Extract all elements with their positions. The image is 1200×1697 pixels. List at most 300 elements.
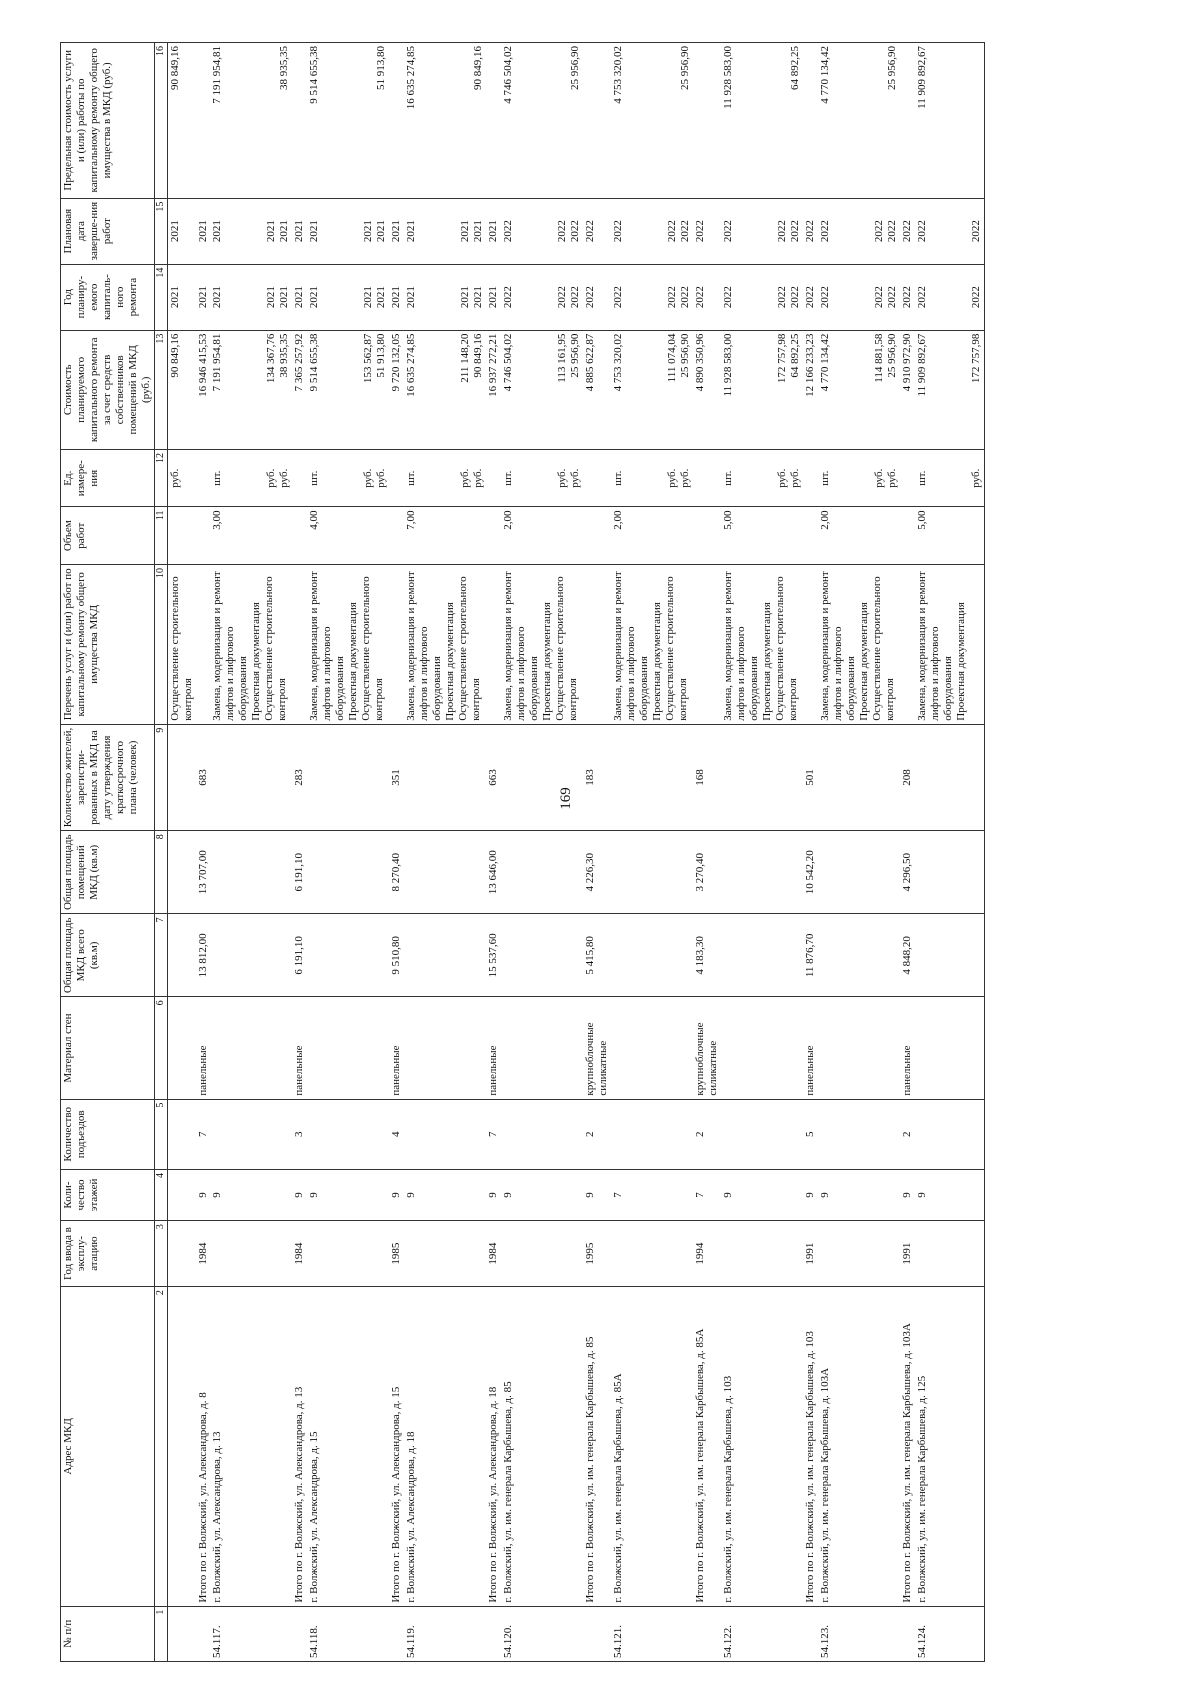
column-number: 16 xyxy=(154,43,167,199)
cell-entr xyxy=(307,1099,389,1169)
cell-entr: 7 xyxy=(196,1099,211,1169)
cell-line: 134 367,76 xyxy=(265,333,278,384)
cell-limit xyxy=(693,43,721,199)
cell-end xyxy=(210,198,292,264)
column-number: 9 xyxy=(154,724,167,831)
cell-cost xyxy=(501,330,583,449)
cell-line: 25 956,90 xyxy=(885,46,898,90)
cell-line: Проектная документация xyxy=(650,602,663,721)
cell-line: 2022 xyxy=(612,286,625,309)
cell-mat: крупноблочные силикатные xyxy=(693,997,721,1099)
cell-year xyxy=(210,1221,292,1287)
cell-no: 54.117. xyxy=(210,1606,292,1661)
column-header: Плановая дата заверше-ния работ xyxy=(61,198,155,264)
cell-line: Замена, модернизация и ремонт лифтов и лифтового оборудования xyxy=(502,571,541,721)
cell-addr: г. Волжский, ул. им. генерала Карбышева, д. 103А xyxy=(818,1287,900,1607)
cell-mat xyxy=(210,997,292,1099)
cell-area2 xyxy=(501,831,583,914)
cell-unit xyxy=(196,449,211,507)
column-number: 3 xyxy=(154,1221,167,1287)
cell-addr: Итого по г. Волжский, ул. Александрова, д. 8 xyxy=(196,1287,211,1607)
cell-line: 2021 xyxy=(168,220,181,243)
cell-mat xyxy=(915,997,984,1099)
cell-plan xyxy=(292,264,307,330)
cell-line: 2022 xyxy=(872,220,885,243)
cell-line: 2021 xyxy=(405,286,418,309)
cell-limit xyxy=(501,43,583,199)
table-body xyxy=(167,43,984,1662)
cell-no xyxy=(803,1606,818,1661)
cell-people: 683 xyxy=(196,724,211,831)
cell-limit xyxy=(486,43,501,199)
cell-area: 6 191,10 xyxy=(292,914,307,997)
cell-line: руб. xyxy=(775,468,788,488)
cell-limit xyxy=(818,43,900,199)
cell-work xyxy=(818,564,900,724)
column-number: 12 xyxy=(154,449,167,507)
cell-people xyxy=(721,724,803,831)
cell-unit xyxy=(292,449,307,507)
cell-line: 2022 xyxy=(584,220,597,243)
cell-unit xyxy=(915,449,984,507)
cell-entr xyxy=(404,1099,486,1169)
cell-cost xyxy=(611,330,693,449)
cell-cost xyxy=(915,330,984,449)
cell-end xyxy=(803,198,818,264)
table-row xyxy=(210,43,292,1662)
cell-line: 2021 xyxy=(487,286,500,309)
column-number: 2 xyxy=(154,1287,167,1607)
cell-line: 90 849,16 xyxy=(168,46,181,90)
cell-line: 7 191 954,81 xyxy=(211,46,224,104)
cell-no: 54.120. xyxy=(501,1606,583,1661)
cell-line: 25 956,90 xyxy=(679,46,692,90)
cell-no xyxy=(900,1606,915,1661)
cell-line: 2021 xyxy=(459,286,472,309)
cell-line: 2022 xyxy=(584,286,597,309)
cell-area2 xyxy=(167,831,195,914)
cell-line xyxy=(666,46,679,195)
cell-plan xyxy=(915,264,984,330)
cell-cost xyxy=(818,330,900,449)
cell-entr xyxy=(915,1099,984,1169)
cell-line xyxy=(362,46,375,195)
cell-line: 16 635 274,85 xyxy=(405,333,418,397)
cell-floors: 7 xyxy=(693,1169,721,1220)
cell-floors xyxy=(167,1169,195,1220)
cell-mat xyxy=(721,997,803,1099)
column-number: 8 xyxy=(154,831,167,914)
cell-floors: 9 xyxy=(803,1169,818,1220)
cell-line: 2021 xyxy=(375,286,388,309)
cell-line: Замена, модернизация и ремонт лифтов и лифтового оборудования xyxy=(211,571,250,721)
cell-line: 4 746 504,02 xyxy=(502,46,515,104)
cell-line: Осуществление строительного контроля xyxy=(773,576,799,721)
cell-line: 2021 xyxy=(390,286,403,309)
column-header: Перечень услуг и (или) работ по капитальному ремонту общего имущества МКД xyxy=(61,564,155,724)
table-row xyxy=(693,43,721,1662)
cell-plan xyxy=(404,264,486,330)
cell-line: 113 161,95 xyxy=(556,333,569,383)
cell-line: 4 885 622,87 xyxy=(584,333,597,392)
cell-line: 2022 xyxy=(502,220,515,243)
cell-line: 2022 xyxy=(900,286,913,309)
cell-line: руб. xyxy=(459,468,472,488)
cell-cost xyxy=(404,330,486,449)
cell-area xyxy=(818,914,900,997)
cell-people: 168 xyxy=(693,724,721,831)
column-number: 15 xyxy=(154,198,167,264)
cell-line: 2022 xyxy=(666,286,679,309)
cell-line: 2022 xyxy=(969,286,982,309)
table-row xyxy=(915,43,984,1662)
cell-area: 11 876,70 xyxy=(803,914,818,997)
cell-area2: 4 226,30 xyxy=(583,831,611,914)
cell-area2: 10 542,20 xyxy=(803,831,818,914)
cell-line: 2021 xyxy=(459,220,472,243)
column-header: Ед. измере-ния xyxy=(61,449,155,507)
cell-line: 25 956,90 xyxy=(569,333,582,378)
cell-vol: 2,00 xyxy=(501,507,583,565)
cell-line: 2022 xyxy=(679,286,692,309)
cell-line: Замена, модернизация и ремонт лифтов и лифтового оборудования xyxy=(721,571,760,721)
cell-people xyxy=(307,724,389,831)
cell-line: 2022 xyxy=(915,286,928,309)
cell-line: 2022 xyxy=(556,286,569,309)
cell-line: руб. xyxy=(168,468,181,488)
cell-plan xyxy=(210,264,292,330)
cell-line: 2022 xyxy=(666,220,679,243)
cell-mat xyxy=(404,997,486,1099)
cell-mat: панельные xyxy=(486,997,501,1099)
cell-cost xyxy=(167,330,195,449)
cell-vol: 7,00 xyxy=(404,507,486,565)
cell-addr: Итого по г. Волжский, ул. им. генерала Карбышева, д. 85 xyxy=(583,1287,611,1607)
column-number: 13 xyxy=(154,330,167,449)
cell-line: 2022 xyxy=(679,220,692,243)
cell-line: руб. xyxy=(265,468,278,488)
cell-plan xyxy=(818,264,900,330)
cell-floors: 9 xyxy=(501,1169,583,1220)
cell-area2 xyxy=(915,831,984,914)
cell-line: 2022 xyxy=(569,286,582,309)
cell-mat xyxy=(818,997,900,1099)
table-row xyxy=(583,43,611,1662)
table-header xyxy=(61,43,168,1662)
cell-vol xyxy=(167,507,195,565)
cell-line: Проектная документация xyxy=(954,602,967,721)
cell-vol: 2,00 xyxy=(818,507,900,565)
cell-people: 351 xyxy=(389,724,404,831)
cell-line: руб. xyxy=(666,468,679,488)
cell-plan xyxy=(721,264,803,330)
cell-area2: 13 646,00 xyxy=(486,831,501,914)
cell-line: 2022 xyxy=(721,220,734,243)
cell-line: Проектная документация xyxy=(347,602,360,721)
cell-line: Замена, модернизация и ремонт лифтов и лифтового оборудования xyxy=(612,571,651,721)
cell-area2 xyxy=(307,831,389,914)
cell-vol: 5,00 xyxy=(721,507,803,565)
cell-cost xyxy=(486,330,501,449)
cell-line: 2021 xyxy=(211,220,224,243)
cell-no: 54.124. xyxy=(915,1606,984,1661)
cell-line: 4 753 320,02 xyxy=(612,46,625,104)
cell-work xyxy=(292,564,307,724)
cell-area xyxy=(915,914,984,997)
cell-line: 2021 xyxy=(196,286,209,309)
cell-line: 16 635 274,85 xyxy=(405,46,418,110)
cell-vol xyxy=(389,507,404,565)
cell-floors: 9 xyxy=(404,1169,486,1220)
cell-mat xyxy=(611,997,693,1099)
table-row xyxy=(486,43,501,1662)
cell-limit xyxy=(210,43,292,199)
cell-people xyxy=(167,724,195,831)
cell-line: 172 757,98 xyxy=(775,333,788,384)
column-number: 14 xyxy=(154,264,167,330)
cell-people xyxy=(210,724,292,831)
cell-line: руб. xyxy=(569,468,582,488)
cell-vol xyxy=(803,507,818,565)
table-row xyxy=(611,43,693,1662)
cell-addr: Итого по г. Волжский, ул. им. генерала Карбышева, д. 85А xyxy=(693,1287,721,1607)
cell-line: 2021 xyxy=(308,220,321,243)
column-header: Коли-чество этажей xyxy=(61,1169,155,1220)
cell-line xyxy=(776,46,789,195)
cell-line: шт. xyxy=(308,470,321,486)
cell-plan xyxy=(307,264,389,330)
table-row xyxy=(721,43,803,1662)
cell-no: 54.123. xyxy=(818,1606,900,1661)
cell-line: 12 166 233,23 xyxy=(803,333,816,397)
column-number: 5 xyxy=(154,1099,167,1169)
cell-entr: 2 xyxy=(583,1099,611,1169)
cell-line: 2022 xyxy=(788,220,801,243)
cell-line: 2022 xyxy=(818,286,831,309)
cell-line: Осуществление строительного контроля xyxy=(263,576,289,721)
cell-line: руб. xyxy=(472,468,485,488)
cell-area2 xyxy=(210,831,292,914)
cell-line: 2022 xyxy=(969,220,982,243)
cell-line: 2021 xyxy=(265,286,278,309)
cell-no xyxy=(167,1606,195,1661)
cell-line: Проектная документация xyxy=(444,602,457,721)
cell-mat xyxy=(307,997,389,1099)
cell-year: 1991 xyxy=(803,1221,818,1287)
cell-line: руб. xyxy=(556,468,569,488)
cell-end xyxy=(583,198,611,264)
cell-addr: Итого по г. Волжский, ул. Александрова, д. 15 xyxy=(389,1287,404,1607)
cell-line: 2022 xyxy=(612,220,625,243)
cell-unit xyxy=(486,449,501,507)
cell-line: 2022 xyxy=(803,286,816,309)
table-row xyxy=(292,43,307,1662)
cell-addr: г. Волжский, ул. им. генерала Карбышева, д. 125 xyxy=(915,1287,984,1607)
cell-line: 90 849,16 xyxy=(472,46,485,90)
cell-unit xyxy=(900,449,915,507)
cell-line: Замена, модернизация и ремонт лифтов и лифтового оборудования xyxy=(818,571,857,721)
cell-line: руб. xyxy=(788,468,801,488)
cell-addr xyxy=(167,1287,195,1607)
cell-line: Осуществление строительного контроля xyxy=(360,576,386,721)
cell-end xyxy=(915,198,984,264)
table-row xyxy=(307,43,389,1662)
cell-people: 663 xyxy=(486,724,501,831)
cell-year xyxy=(721,1221,803,1287)
cell-end xyxy=(196,198,211,264)
cell-unit xyxy=(611,449,693,507)
column-header: Стоимость планируемого капитального ремонта за счет средств собственников помещений в МКД (руб.) xyxy=(61,330,155,449)
cell-cost xyxy=(307,330,389,449)
cell-work xyxy=(486,564,501,724)
cell-line: 38 935,35 xyxy=(278,46,291,90)
cell-entr xyxy=(167,1099,195,1169)
cell-entr xyxy=(611,1099,693,1169)
cell-line: 4 770 134,42 xyxy=(818,333,831,392)
column-header: Год планиру-емого капиталь-ного ремонта xyxy=(61,264,155,330)
cell-plan xyxy=(900,264,915,330)
cell-unit xyxy=(501,449,583,507)
cell-line: 51 913,80 xyxy=(375,333,388,378)
cell-line: 38 935,35 xyxy=(278,333,291,378)
cell-vol xyxy=(292,507,307,565)
cell-floors: 9 xyxy=(210,1169,292,1220)
cell-work xyxy=(915,564,984,724)
cell-line: шт. xyxy=(612,470,625,486)
cell-plan xyxy=(196,264,211,330)
cell-no: 54.121. xyxy=(611,1606,693,1661)
cell-entr: 2 xyxy=(693,1099,721,1169)
cell-line: 2022 xyxy=(775,220,788,243)
cell-line: 2022 xyxy=(915,220,928,243)
table-row xyxy=(389,43,404,1662)
column-number: 11 xyxy=(154,507,167,565)
cell-work xyxy=(900,564,915,724)
cell-end xyxy=(389,198,404,264)
cell-year xyxy=(501,1221,583,1287)
cell-mat: панельные xyxy=(900,997,915,1099)
cell-area2 xyxy=(611,831,693,914)
cell-line: 2021 xyxy=(293,220,306,243)
cell-year: 1985 xyxy=(389,1221,404,1287)
cell-area: 13 812,00 xyxy=(196,914,211,997)
cell-line xyxy=(459,46,472,195)
cell-line: 11 909 892,67 xyxy=(915,46,928,109)
cell-mat: панельные xyxy=(196,997,211,1099)
cell-no xyxy=(583,1606,611,1661)
cell-addr: г. Волжский, ул. им. генерала Карбышева, д. 85А xyxy=(611,1287,693,1607)
cell-line: руб. xyxy=(278,468,291,488)
cell-area: 15 537,60 xyxy=(486,914,501,997)
cell-line: 4 890 350,96 xyxy=(694,333,707,392)
cell-people xyxy=(501,724,583,831)
cell-entr xyxy=(210,1099,292,1169)
cell-entr xyxy=(818,1099,900,1169)
cell-plan xyxy=(693,264,721,330)
cell-line xyxy=(265,46,278,195)
cell-entr: 7 xyxy=(486,1099,501,1169)
cell-line: 7 191 954,81 xyxy=(211,333,224,392)
cell-line: 9 514 655,38 xyxy=(308,333,321,392)
cell-no xyxy=(486,1606,501,1661)
cell-area2 xyxy=(404,831,486,914)
cell-entr xyxy=(501,1099,583,1169)
cell-year: 1984 xyxy=(196,1221,211,1287)
cell-work xyxy=(167,564,195,724)
cell-addr: г. Волжский, ул. Александрова, д. 13 xyxy=(210,1287,292,1607)
cell-people xyxy=(818,724,900,831)
cell-limit xyxy=(900,43,915,199)
cell-floors: 9 xyxy=(196,1169,211,1220)
cell-vol xyxy=(583,507,611,565)
table-row xyxy=(818,43,900,1662)
cell-area2: 13 707,00 xyxy=(196,831,211,914)
cell-floors: 9 xyxy=(307,1169,389,1220)
cell-area2: 3 270,40 xyxy=(693,831,721,914)
column-number: 6 xyxy=(154,997,167,1099)
cell-floors: 9 xyxy=(486,1169,501,1220)
cell-line: Проектная документация xyxy=(857,602,870,721)
cell-unit xyxy=(803,449,818,507)
cell-line: 90 849,16 xyxy=(472,333,485,378)
column-number: 4 xyxy=(154,1169,167,1220)
cell-line: 2021 xyxy=(362,220,375,243)
cell-cost xyxy=(693,330,721,449)
cell-line: шт. xyxy=(502,470,515,486)
cell-area2: 6 191,10 xyxy=(292,831,307,914)
cell-area: 9 510,80 xyxy=(389,914,404,997)
column-header: Общая площадь помещений МКД (кв.м) xyxy=(61,831,155,914)
cell-line: 2021 xyxy=(168,286,181,309)
cell-line: 4 770 134,42 xyxy=(818,46,831,104)
cell-line: Замена, модернизация и ремонт лифтов и лифтового оборудования xyxy=(405,571,444,721)
cell-area xyxy=(167,914,195,997)
cell-people xyxy=(611,724,693,831)
cell-line: 2022 xyxy=(885,220,898,243)
cell-floors: 7 xyxy=(611,1169,693,1220)
cell-line: 2022 xyxy=(502,286,515,309)
cell-line: Замена, модернизация и ремонт лифтов и лифтового оборудования xyxy=(915,571,954,721)
cell-end xyxy=(307,198,389,264)
cell-floors: 9 xyxy=(721,1169,803,1220)
cell-line: 16 946 415,53 xyxy=(196,333,209,397)
cell-addr: г. Волжский, ул. им. генерала Карбышева, д. 85 xyxy=(501,1287,583,1607)
cell-line: шт. xyxy=(915,470,928,486)
cell-no xyxy=(196,1606,211,1661)
cell-area2: 8 270,40 xyxy=(389,831,404,914)
cell-mat: панельные xyxy=(389,997,404,1099)
cell-unit xyxy=(693,449,721,507)
cell-line: 111 074,04 xyxy=(666,333,679,383)
cell-line: руб. xyxy=(375,468,388,488)
cell-unit xyxy=(167,449,195,507)
cell-limit xyxy=(611,43,693,199)
cell-area: 4 183,30 xyxy=(693,914,721,997)
cell-unit xyxy=(404,449,486,507)
cell-line: Проектная документация xyxy=(541,602,554,721)
cell-end xyxy=(167,198,195,264)
cell-addr: Итого по г. Волжский, ул. Александрова, д. 13 xyxy=(292,1287,307,1607)
column-number: 1 xyxy=(154,1606,167,1661)
cell-line: 2022 xyxy=(775,286,788,309)
column-header: Адрес МКД xyxy=(61,1287,155,1607)
table-row xyxy=(404,43,486,1662)
cell-line: Проектная документация xyxy=(250,602,263,721)
cell-cost xyxy=(292,330,307,449)
cell-year: 1984 xyxy=(292,1221,307,1287)
cell-people: 183 xyxy=(583,724,611,831)
cell-area: 4 848,20 xyxy=(900,914,915,997)
